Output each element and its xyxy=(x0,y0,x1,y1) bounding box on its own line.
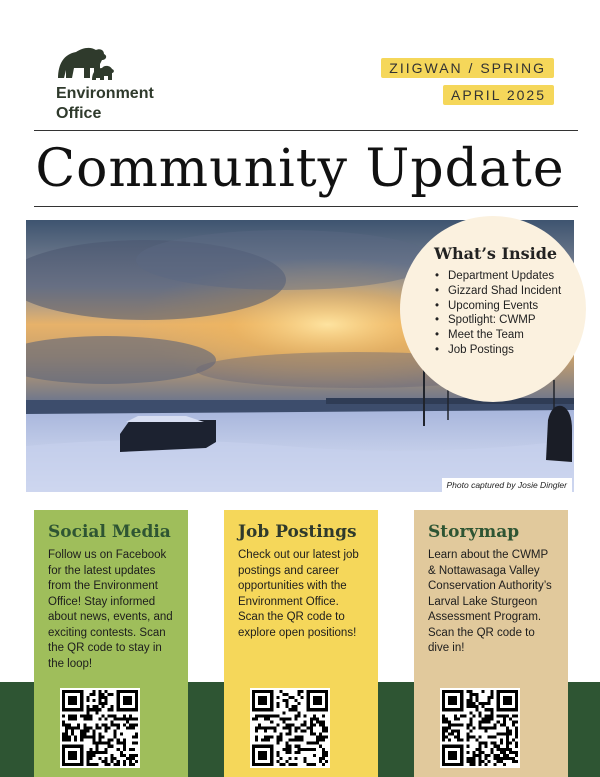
logo-text-line1: Environment xyxy=(56,85,154,102)
card-title: Storymap xyxy=(428,522,520,542)
list-item[interactable]: • Gizzard Shad Incident xyxy=(446,284,584,299)
whats-inside-list xyxy=(434,269,584,358)
photo-caption: Photo captured by Josie Dingler xyxy=(442,478,573,492)
bear-family-icon xyxy=(56,44,116,82)
list-item[interactable]: • Upcoming Events xyxy=(446,299,584,314)
storymap-qr-code[interactable] xyxy=(440,688,520,768)
date-badge: APRIL 2025 xyxy=(443,85,554,105)
card-title: Job Postings xyxy=(238,522,357,542)
whats-inside-title: What’s Inside xyxy=(434,244,558,263)
job-postings-qr-code[interactable] xyxy=(250,688,330,768)
title-divider xyxy=(34,206,578,207)
social-media-qr-code[interactable] xyxy=(60,688,140,768)
season-badge: ZIIGWAN / SPRING xyxy=(381,58,554,78)
logo-text-line2: Office xyxy=(56,105,102,122)
environment-office-logo xyxy=(56,44,176,122)
card-body: Follow us on Facebook for the latest updates from the Environment Office! Stay informed about news, events, and exciting contests. Scan the QR code to stay in the loop! xyxy=(48,549,173,670)
card-body: Check out our latest job postings and career opportunities with the Environment Office. Scan the QR code to explore open positions! xyxy=(238,549,359,639)
top-divider xyxy=(34,130,578,131)
list-item[interactable]: • Spotlight: CWMP xyxy=(446,313,584,328)
whats-inside-content xyxy=(434,244,584,358)
social-media-card xyxy=(34,510,188,777)
list-item[interactable]: • Job Postings xyxy=(446,343,584,358)
job-postings-card xyxy=(224,510,378,777)
list-item[interactable]: • Meet the Team xyxy=(446,328,584,343)
page-title: Community Update xyxy=(35,139,565,199)
storymap-card xyxy=(414,510,568,777)
card-title: Social Media xyxy=(48,522,171,542)
list-item[interactable]: • Department Updates xyxy=(446,269,584,284)
card-body: Learn about the CWMP & Nottawasaga Valley Conservation Authority’s Larval Lake Sturgeon Assessment Program. Scan the QR code to dive in! xyxy=(428,549,552,654)
